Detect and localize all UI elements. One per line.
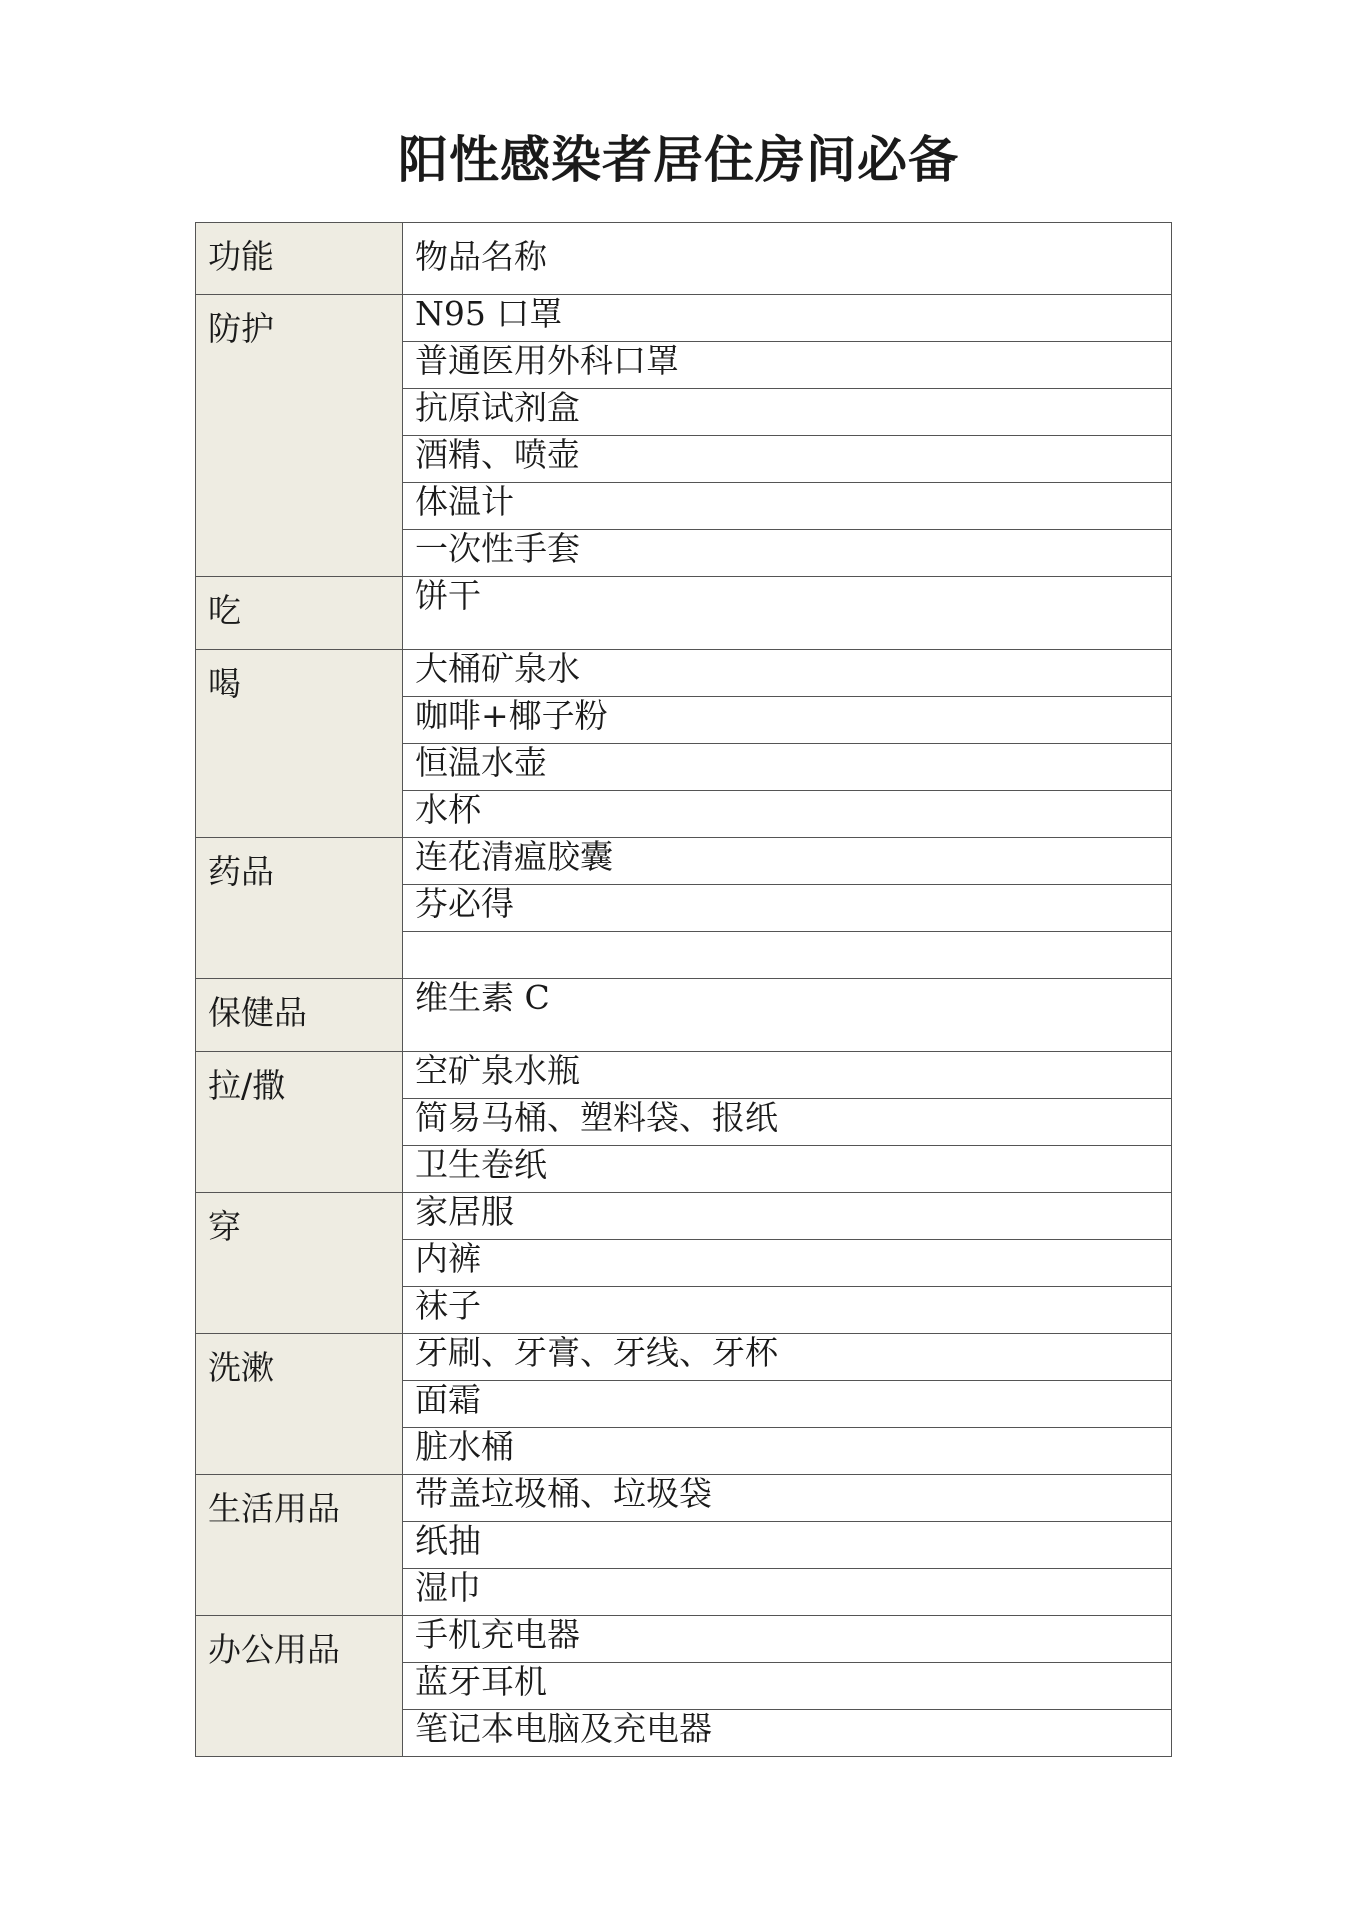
category-cell: [196, 1616, 403, 1757]
category-label: 吃: [208, 591, 241, 630]
category-cell: [196, 650, 403, 838]
item-label: 卫生卷纸: [415, 1145, 547, 1184]
item-label: 酒精、喷壶: [415, 435, 580, 474]
item-cell: [403, 1240, 1172, 1287]
category-cell: [196, 1334, 403, 1475]
item-label: 家居服: [415, 1192, 514, 1231]
table-row: [196, 1616, 1172, 1663]
item-label: 大桶矿泉水: [415, 649, 580, 688]
item-cell: [403, 744, 1172, 791]
item-label: 抗原试剂盒: [415, 388, 580, 427]
item-cell: [403, 1146, 1172, 1193]
item-cell: [403, 1099, 1172, 1146]
item-cell: [403, 1287, 1172, 1334]
item-label: 带盖垃圾桶、垃圾袋: [415, 1474, 712, 1513]
header-category-cell: [196, 223, 403, 295]
item-label: 空矿泉水瓶: [415, 1051, 580, 1090]
item-label: 维生素 C: [415, 978, 550, 1017]
item-cell: [403, 342, 1172, 389]
category-label: 拉/撒: [208, 1066, 286, 1105]
item-cell: [403, 1663, 1172, 1710]
item-label: 内裤: [415, 1239, 481, 1278]
item-cell: [403, 1475, 1172, 1522]
table-row: [196, 1475, 1172, 1522]
item-cell: [403, 389, 1172, 436]
category-cell: [196, 1475, 403, 1616]
item-cell: [403, 932, 1172, 979]
item-cell: [403, 1381, 1172, 1428]
table-row: [196, 577, 1172, 650]
item-label: 脏水桶: [415, 1427, 514, 1466]
item-cell: [403, 885, 1172, 932]
item-cell: [403, 1428, 1172, 1475]
category-label: 药品: [208, 852, 274, 891]
item-label: N95 口罩: [415, 294, 563, 333]
item-label: 芬必得: [415, 884, 514, 923]
item-label: 湿巾: [415, 1568, 481, 1607]
checklist-table: [195, 222, 1172, 1757]
item-label: 普通医用外科口罩: [415, 341, 679, 380]
item-cell: [403, 483, 1172, 530]
item-cell: [403, 1052, 1172, 1099]
item-cell: [403, 650, 1172, 697]
item-cell: [403, 436, 1172, 483]
item-label: 手机充电器: [415, 1615, 580, 1654]
category-cell: [196, 1193, 403, 1334]
header-item-cell: [403, 223, 1172, 295]
item-label: 水杯: [415, 790, 481, 829]
header-row: [196, 223, 1172, 295]
category-cell: [196, 979, 403, 1052]
checklist-body: [196, 223, 1172, 1757]
table-row: [196, 1052, 1172, 1099]
item-cell: [403, 295, 1172, 342]
category-label: 洗漱: [208, 1348, 274, 1387]
category-label: 喝: [208, 664, 241, 703]
table-row: [196, 838, 1172, 885]
category-cell: [196, 1052, 403, 1193]
table-row: [196, 295, 1172, 342]
category-cell: [196, 295, 403, 577]
item-label: 一次性手套: [415, 529, 580, 568]
item-cell: [403, 838, 1172, 885]
item-cell: [403, 1710, 1172, 1757]
item-label: 咖啡+椰子粉: [415, 696, 608, 735]
category-label: 办公用品: [208, 1630, 340, 1669]
item-cell: [403, 791, 1172, 838]
category-label: 保健品: [208, 993, 307, 1032]
item-label: 简易马桶、塑料袋、报纸: [415, 1098, 778, 1137]
item-label: 体温计: [415, 482, 514, 521]
item-label: 袜子: [415, 1286, 481, 1325]
item-label: 恒温水壶: [415, 743, 547, 782]
item-cell: [403, 577, 1172, 650]
item-cell: [403, 697, 1172, 744]
header-item-label: 物品名称: [415, 237, 547, 276]
page-title: 阳性感染者居住房间必备: [398, 130, 959, 189]
category-label: 防护: [208, 309, 274, 348]
item-cell: [403, 1616, 1172, 1663]
table-row: [196, 1334, 1172, 1381]
category-label: 穿: [208, 1207, 241, 1246]
item-label: 饼干: [415, 576, 481, 615]
item-cell: [403, 979, 1172, 1052]
table-row: [196, 650, 1172, 697]
item-label: 纸抽: [415, 1521, 481, 1560]
category-cell: [196, 577, 403, 650]
category-label: 生活用品: [208, 1489, 340, 1528]
item-cell: [403, 1193, 1172, 1240]
item-cell: [403, 1569, 1172, 1616]
category-cell: [196, 838, 403, 979]
item-cell: [403, 1334, 1172, 1381]
item-label: 笔记本电脑及充电器: [415, 1709, 712, 1748]
item-cell: [403, 1522, 1172, 1569]
item-cell: [403, 530, 1172, 577]
item-label: 面霜: [415, 1380, 481, 1419]
item-label: 牙刷、牙膏、牙线、牙杯: [415, 1333, 778, 1372]
table-row: [196, 1193, 1172, 1240]
item-label: 蓝牙耳机: [415, 1662, 547, 1701]
header-category-label: 功能: [208, 237, 274, 276]
table-row: [196, 979, 1172, 1052]
item-label: 连花清瘟胶囊: [415, 837, 613, 876]
